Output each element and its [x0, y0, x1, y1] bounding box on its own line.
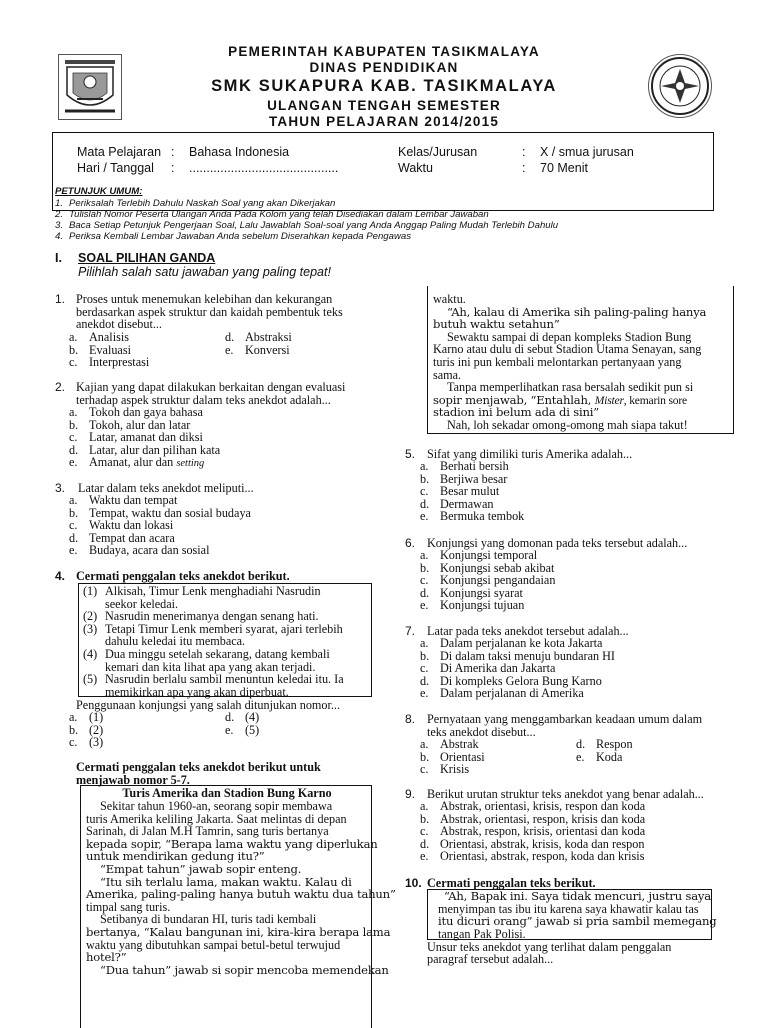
question-text: Sifat yang dimiliki turis Amerika adalah... [427, 447, 633, 461]
question-text: berdasarkan aspek struktur dan kaidah pembentuk teks [76, 304, 343, 319]
option-a[interactable]: a. Berhati bersih [420, 459, 509, 473]
question-number: 9. [405, 787, 416, 801]
question-number: 6. [405, 536, 416, 550]
separator: : [171, 161, 175, 175]
option-c[interactable]: c. Interprestasi [69, 355, 150, 370]
q10-text-box [427, 889, 717, 941]
q10-text-line: tangan Pak Polisi. [438, 926, 526, 941]
question-number: 8. [405, 712, 416, 726]
question-text: Unsur teks anekdot yang terlihat dalam penggalan [427, 940, 672, 954]
sentence-1: (1) Alkisah, Timur Lenk menghadiahi Nasrudin [83, 584, 321, 598]
story-line: Sewaktu sampai di depan kompleks Stadion Bung [447, 329, 692, 344]
question-text: paragraf tersebut adalah... [427, 952, 554, 966]
story-line: timpal sang turis. [86, 899, 171, 914]
option-e[interactable]: e. Konjungsi tujuan [420, 598, 525, 613]
story-intro: menjawab nomor 5-7. [76, 773, 190, 787]
option-a[interactable]: a. Abstrak [420, 737, 479, 751]
story-line: Sarinah, di Jalan M.H Tamrin, sang turis bertanya [86, 824, 329, 839]
separator: : [522, 145, 526, 159]
option-e[interactable]: e. Konversi [225, 342, 290, 357]
question-text: Cermati penggalan teks berikut. [427, 876, 596, 890]
question-number: 4. [55, 569, 66, 583]
option-a[interactable]: a. Tokoh dan gaya bahasa [69, 405, 203, 419]
q10-text-line: menyimpan tas ibu itu karena saya khawatir kalau tas [438, 901, 699, 916]
sentence-2: (2) Nasrudin menerimanya dengan senang hati. [83, 609, 319, 624]
question-text: Berikut urutan struktur teks anekdot yang benar adalah... [427, 787, 704, 801]
option-e[interactable]: e. Dalam perjalanan di Amerika [420, 686, 584, 701]
question-number: 3. [55, 481, 66, 495]
header-department: DINAS PENDIDIKAN [309, 60, 459, 75]
story-line: “Dua tahun” jawab si sopir mencoba memendekan [100, 962, 389, 977]
question-number: 1. [55, 292, 66, 306]
header-school: SMK SUKAPURA KAB. TASIKMALAYA [211, 77, 557, 95]
sentence-5-cont: memikirkan apa yang akan diperbuat. [105, 684, 289, 699]
instruction-text: Periksalah Terlebih Dahulu Naskah Soal yang akan Dikerjakan [69, 198, 336, 209]
header-academic-year: TAHUN PELAJARAN 2014/2015 [268, 114, 500, 129]
option-e[interactable]: e. (5) [225, 722, 260, 737]
header-government: PEMERINTAH KABUPATEN TASIKMALAYA [228, 44, 540, 59]
left-column [55, 0, 396, 1024]
option-d[interactable]: d. Abstraksi [225, 330, 292, 344]
subject-label: Mata Pelajaran [77, 145, 162, 159]
story-line: Amerika, paling-paling hanya butuh waktu dua tahun” [86, 887, 396, 902]
class-label: Kelas/Jurusan [398, 145, 478, 159]
question-text: Latar pada teks anekdot tersebut adalah... [427, 624, 629, 638]
story-line: “Itu sih terlalu lama, makan waktu. Kalau di [100, 874, 352, 889]
option-a[interactable]: a. Dalam perjalanan ke kota Jakarta [420, 636, 603, 650]
instruction-number: 3. [55, 220, 64, 231]
section-instruction: Pilihlah salah satu jawaban yang paling tepat! [78, 265, 331, 279]
option-c[interactable]: c. Konjungsi pengandaian [420, 573, 556, 588]
option-d[interactable]: d. Latar, alur dan pilihan kata [69, 442, 221, 457]
story-box-right [427, 286, 734, 434]
instruction-number: 1. [55, 198, 64, 209]
story-line: waktu. [433, 292, 466, 306]
story-line: “Ah, kalau di Amerika sih paling-paling hanya [447, 304, 707, 319]
option-e[interactable]: e. Budaya, acara dan sosial [69, 543, 210, 558]
separator: : [522, 161, 526, 175]
option-a[interactable]: a. Konjungsi temporal [420, 548, 538, 562]
option-c[interactable]: c. Waktu dan lokasi [69, 518, 174, 533]
option-a[interactable]: a. Analisis [69, 330, 129, 344]
q10-text-line: itu dicuri orang” jawab si pria sambil memegang [438, 914, 717, 929]
subject-value: Bahasa Indonesia [189, 145, 290, 159]
question-text: anekdot disebut... [76, 317, 162, 332]
question-text: Cermati penggalan teks anekdot berikut. [76, 569, 290, 583]
option-b[interactable]: b. Berjiwa besar [420, 471, 508, 486]
option-c[interactable]: c. Di Amerika dan Jakarta [420, 661, 556, 676]
story-title: Turis Amerika dan Stadion Bung Karno [122, 786, 332, 800]
story-line: bertanya, “Kalau bangunan ini, kira-kira berapa lama [86, 924, 391, 939]
story-line: Setibanya di bundaran HI, turis tadi kembali [100, 912, 317, 927]
question-text: Kajian yang dapat dilakukan berkaitan dengan evaluasi [76, 380, 346, 394]
section-title: SOAL PILIHAN GANDA [78, 251, 216, 265]
option-e[interactable]: e. Orientasi, abstrak, respon, koda dan krisis [420, 849, 645, 864]
right-column [405, 0, 735, 1024]
date-value: ........................................... [189, 161, 339, 175]
option-c[interactable]: c. Abstrak, respon, krisis, orientasi dan koda [420, 824, 646, 839]
sentence-4-cont: kemari dan kita lihat apa yang akan terjadi. [105, 659, 316, 674]
sentence-3: (3) Tetapi Timur Lenk memberi syarat, ajari terlebih [83, 621, 343, 636]
question-text: Penggunaan konjungsi yang salah ditunjukan nomor... [76, 698, 341, 712]
option-e[interactable]: e. Koda [576, 749, 623, 764]
option-d[interactable]: d. Dermawan [420, 496, 494, 511]
story-line: “Empat tahun” jawab sopir enteng. [100, 861, 302, 876]
sentence-5: (5) Nasrudin berlalu sambil menuntun keledai itu. Ia [83, 672, 344, 687]
option-d[interactable]: d. Respon [576, 737, 633, 751]
question-number: 5. [405, 447, 416, 461]
story-line: kepada sopir, “Berapa lama waktu yang diperlukan [86, 836, 378, 851]
option-b[interactable]: b. Abstrak, orientasi, respon, krisis dan koda [420, 811, 646, 826]
option-b[interactable]: b. Tokoh, alur dan latar [69, 417, 191, 432]
story-line: Tanpa memperlihatkan rasa bersalah sedikit pun si [447, 380, 694, 395]
option-a[interactable]: a. Waktu dan tempat [69, 493, 178, 507]
story-intro: Cermati penggalan teks anekdot berikut untuk [76, 760, 321, 774]
instruction-number: 4. [55, 231, 64, 242]
instruction-text: Baca Setiap Petunjuk Pengerjaan Soal, Lalu Jawablah Soal-soal yang Anda Anggap Paling Mudah Terlebih Dahulu [69, 220, 559, 231]
section-number: I. [55, 251, 62, 265]
option-b[interactable]: b. (2) [69, 722, 104, 737]
story-line: Sekitar tahun 1960-an, seorang sopir membawa [100, 799, 333, 813]
option-b[interactable]: b. Di dalam taksi menuju bundaran HI [420, 648, 615, 663]
question-text: terhadap aspek struktur dalam teks anekdot adalah... [76, 392, 331, 407]
question-text: Proses untuk menemukan kelebihan dan kekurangan [76, 292, 333, 306]
question-number: 2. [55, 380, 66, 394]
option-b[interactable]: b. Evaluasi [69, 342, 131, 357]
header-exam-title: ULANGAN TENGAH SEMESTER [267, 98, 501, 113]
question-text: Konjungsi yang domonan pada teks tersebut adalah... [427, 536, 688, 550]
question-number: 7. [405, 624, 416, 638]
option-e[interactable]: e. Bermuka tembok [420, 509, 525, 524]
story-line: waktu yang dibutuhkan sampai betul-betul terwujud [86, 937, 341, 952]
story-line: butuh waktu setahun” [433, 317, 560, 332]
story-line: hotel?” [86, 950, 127, 965]
instruction-number: 2. [55, 209, 64, 220]
option-e[interactable]: e. Amanat, alur dan setting [69, 455, 205, 470]
instruction-text: Tulislah Nomor Peserta Ulangan Anda Pada Kolom yang telah Disediakan dalam Lembar Jawaban [69, 209, 489, 220]
question-number: 10. [405, 876, 422, 890]
sentence-1-cont: seekor keledai. [105, 596, 179, 611]
story-line: stadion ini belum ada di sini” [433, 405, 599, 420]
question-text: Pernyataan yang menggambarkan keadaan umum dalam [427, 712, 703, 726]
option-d[interactable]: d. Orientasi, abstrak, krisis, koda dan respon [420, 836, 645, 851]
story-line: sopir menjawab, “Entahlah, Mister, kemarin sore [433, 392, 687, 407]
option-d[interactable]: d. Konjungsi syarat [420, 585, 523, 600]
story-line: sama. [433, 367, 462, 382]
option-c[interactable]: c. Latar, amanat dan diksi [69, 430, 203, 445]
sentence-4: (4) Dua minggu setelah sekarang, datang kembali [83, 646, 330, 661]
option-d[interactable]: d. (4) [225, 710, 260, 724]
option-c[interactable]: c. (3) [69, 735, 104, 750]
option-c[interactable]: c. Krisis [420, 762, 470, 777]
separator: : [171, 145, 175, 159]
option-d[interactable]: d. Di kompleks Gelora Bung Karno [420, 673, 602, 688]
instruction-text: Periksa Kembali Lembar Jawaban Anda sebelum Diserahkan kepada Pengawas [69, 231, 412, 242]
instructions-title: PETUNJUK UMUM: [55, 186, 143, 197]
time-value: 70 Menit [540, 161, 588, 175]
q4-text-box [78, 583, 372, 697]
question-text: teks anekdot disebut... [427, 724, 536, 739]
class-value: X / smua jurusan [540, 145, 634, 159]
question-text: Latar dalam teks anekdot meliputi... [78, 481, 254, 495]
story-line: Karno atau dulu di sebut Stadion Utama Senayan, sang [433, 342, 702, 357]
story-box-left [80, 785, 396, 1028]
option-b[interactable]: b. Konjungsi sebab akibat [420, 560, 555, 575]
sentence-3-cont: dahulu keledai itu membaca. [105, 634, 246, 649]
option-b[interactable]: b. Tempat, waktu dan sosial budaya [69, 505, 251, 520]
option-a[interactable]: a. Abstrak, orientasi, krisis, respon dan koda [420, 799, 646, 813]
option-a[interactable]: a. (1) [69, 710, 104, 724]
option-b[interactable]: b. Orientasi [420, 749, 485, 764]
q10-text-line: “Ah, Bapak ini. Saya tidak mencuri, justru saya [444, 889, 711, 903]
option-c[interactable]: c. Besar mulut [420, 484, 500, 499]
story-line: Nah, loh sekadar omong-omong mah siapa takut! [447, 417, 688, 432]
date-label: Hari / Tanggal [77, 161, 154, 175]
story-line: untuk mendirikan gedung itu?” [86, 849, 265, 864]
time-label: Waktu [398, 161, 433, 175]
story-line: turis ini pun kembali melontarkan pertanyaan yang [433, 354, 682, 369]
option-d[interactable]: d. Tempat dan acara [69, 530, 175, 545]
story-line: turis Amerika keliling Jakarta. Saat melintas di depan [86, 811, 347, 826]
